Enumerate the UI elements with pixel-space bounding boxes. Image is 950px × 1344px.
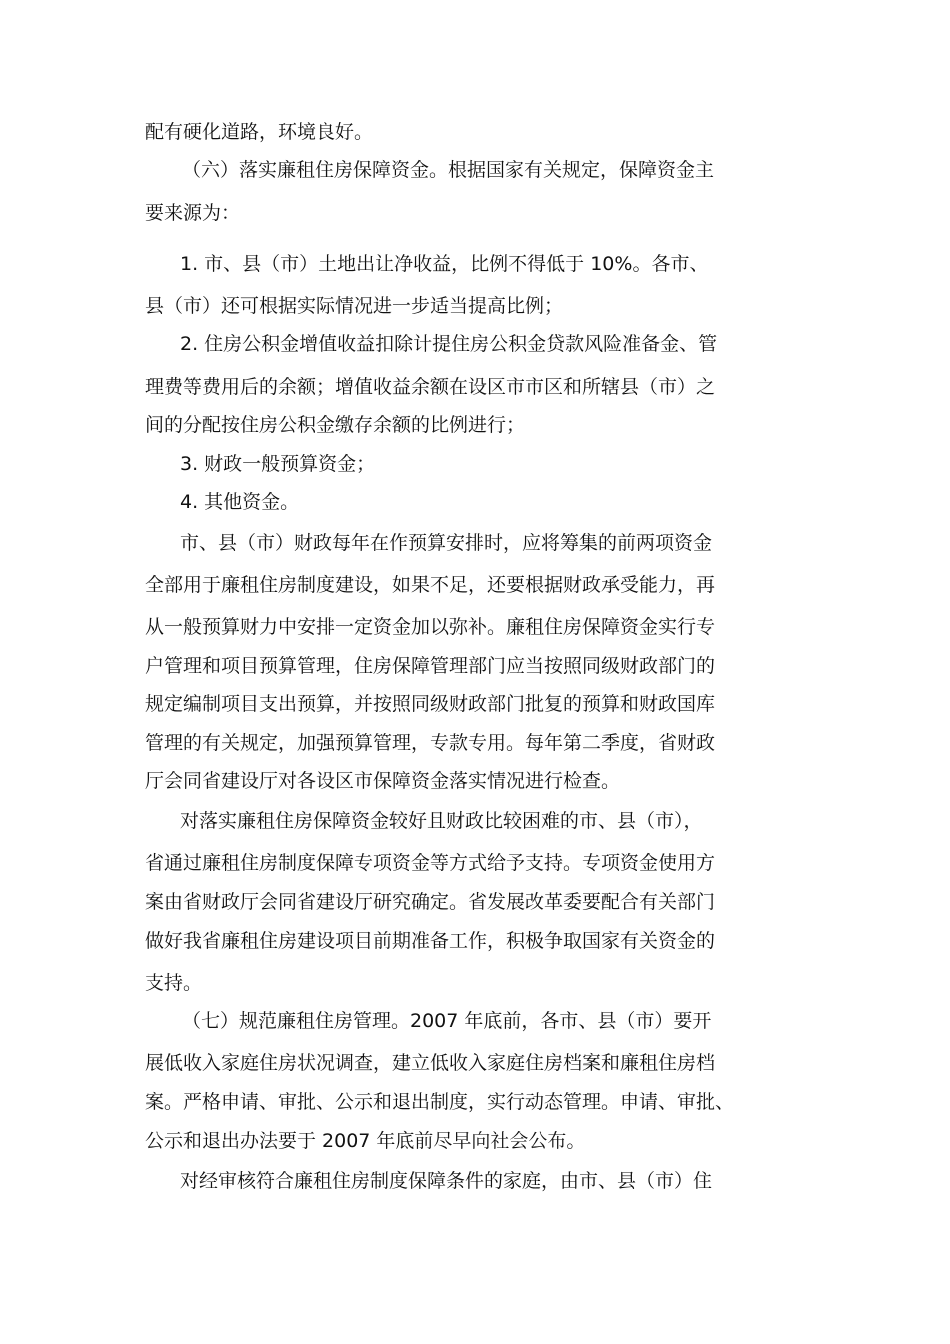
text-line: 配有硬化道路，环境良好。 xyxy=(145,121,374,143)
text-line: 户管理和项目预算管理，住房保障管理部门应当按照同级财政部门的 xyxy=(145,655,716,677)
text-line: 全部用于廉租住房制度建设，如果不足，还要根据财政承受能力，再 xyxy=(145,574,716,596)
text-line: 做好我省廉租住房建设项目前期准备工作，积极争取国家有关资金的 xyxy=(145,930,716,952)
text-line: 3. 财政一般预算资金； xyxy=(180,453,376,475)
text-line: 从一般预算财力中安排一定资金加以弥补。廉租住房保障资金实行专 xyxy=(145,616,716,638)
text-line: （七）规范廉租住房管理。2007 年底前，各市、县（市）要开 xyxy=(182,1010,712,1032)
text-line: 公示和退出办法要于 2007 年底前尽早向社会公布。 xyxy=(145,1130,586,1152)
text-line: 要来源为： xyxy=(145,202,241,224)
text-line: 县（市）还可根据实际情况进一步适当提高比例； xyxy=(145,295,564,317)
text-line: 2. 住房公积金增值收益扣除计提住房公积金贷款风险准备金、管 xyxy=(180,333,718,355)
text-line: 展低收入家庭住房状况调查，建立低收入家庭住房档案和廉租住房档 xyxy=(145,1052,716,1074)
text-line: 规定编制项目支出预算，并按照同级财政部门批复的预算和财政国库 xyxy=(145,693,716,715)
text-line: 对经审核符合廉租住房制度保障条件的家庭，由市、县（市）住 xyxy=(180,1170,713,1192)
text-line: 对落实廉租住房保障资金较好且财政比较困难的市、县（市）， xyxy=(180,810,703,832)
text-line: 案由省财政厅会同省建设厅研究确定。省发展改革委要配合有关部门 xyxy=(145,891,716,913)
text-line: 理费等费用后的余额；增值收益余额在设区市市区和所辖县（市）之 xyxy=(145,376,716,398)
text-line: 案。严格申请、审批、公示和退出制度，实行动态管理。申请、审批、 xyxy=(145,1091,735,1113)
text-line: 管理的有关规定，加强预算管理，专款专用。每年第二季度，省财政 xyxy=(145,732,716,754)
text-line: 4. 其他资金。 xyxy=(180,491,300,513)
text-line: 1. 市、县（市）土地出让净收益，比例不得低于 10%。各市、 xyxy=(180,253,709,275)
text-line: 支持。 xyxy=(145,972,203,994)
text-line: 市、县（市）财政每年在作预算安排时，应将筹集的前两项资金 xyxy=(180,532,713,554)
text-line: 厅会同省建设厅对各设区市保障资金落实情况进行检查。 xyxy=(145,770,621,792)
text-line: 间的分配按住房公积金缴存余额的比例进行； xyxy=(145,414,526,436)
text-line: （六）落实廉租住房保障资金。根据国家有关规定，保障资金主 xyxy=(182,159,715,181)
text-line: 省通过廉租住房制度保障专项资金等方式给予支持。专项资金使用方 xyxy=(145,852,716,874)
